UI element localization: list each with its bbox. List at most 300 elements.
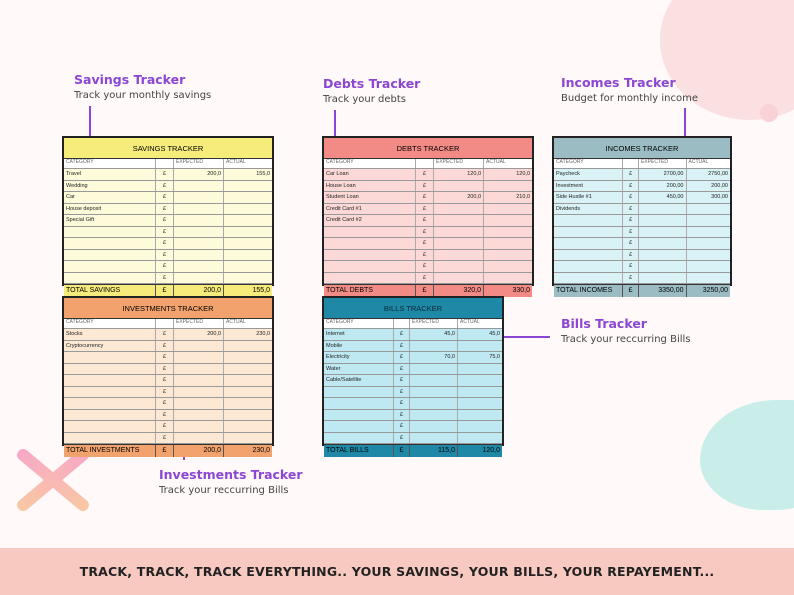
total-actual: 330,0: [512, 287, 530, 294]
table-row[interactable]: [554, 250, 730, 262]
table-row[interactable]: [64, 398, 272, 410]
table-row[interactable]: [324, 329, 502, 341]
total-expected: 200,0: [174, 285, 224, 297]
cell-currency: £: [394, 352, 410, 363]
table-row[interactable]: [324, 227, 532, 239]
table-row[interactable]: [554, 192, 730, 204]
cell-expected[interactable]: [174, 398, 224, 409]
table-row[interactable]: [64, 204, 272, 216]
cell-expected[interactable]: 2700,00: [639, 169, 686, 180]
cell-expected[interactable]: [434, 250, 484, 261]
cell-currency: £: [623, 238, 639, 249]
column-header-currency: [394, 319, 410, 328]
cell-expected[interactable]: [410, 421, 458, 432]
cell-expected[interactable]: [410, 364, 458, 375]
cell-actual[interactable]: [224, 227, 272, 238]
table-row[interactable]: [324, 273, 532, 285]
savings-caption-title: Savings Tracker: [74, 72, 186, 87]
cell-currency: £: [623, 215, 639, 226]
cell-expected[interactable]: [434, 204, 484, 215]
table-row[interactable]: [64, 192, 272, 204]
cell-actual[interactable]: [224, 364, 272, 375]
cell-expected[interactable]: [174, 227, 224, 238]
table-row[interactable]: [64, 387, 272, 399]
cell-actual[interactable]: [687, 204, 731, 215]
cell-actual[interactable]: [687, 227, 731, 238]
cell-currency: £: [416, 169, 434, 180]
cell-category[interactable]: Special Gift: [64, 215, 156, 226]
cell-currency: £: [623, 192, 639, 203]
cell-currency: £: [623, 181, 639, 192]
cell-expected[interactable]: [410, 341, 458, 352]
cell-category[interactable]: [64, 421, 156, 432]
cell-category[interactable]: Wedding: [64, 181, 156, 192]
cell-actual[interactable]: [687, 250, 731, 261]
cell-expected[interactable]: [174, 364, 224, 375]
cell-category[interactable]: [64, 273, 156, 284]
cell-actual[interactable]: [458, 341, 502, 352]
cell-category[interactable]: [554, 261, 623, 272]
cell-actual[interactable]: [224, 375, 272, 386]
cell-expected[interactable]: [174, 261, 224, 272]
cell-currency: £: [156, 169, 174, 180]
table-row[interactable]: [64, 375, 272, 387]
cell-actual[interactable]: [224, 192, 272, 203]
table-row[interactable]: [324, 192, 532, 204]
cell-expected[interactable]: 70,0: [410, 352, 458, 363]
cell-actual[interactable]: [687, 273, 731, 284]
cell-actual[interactable]: [687, 261, 731, 272]
cell-category[interactable]: [554, 238, 623, 249]
cell-actual[interactable]: [458, 364, 502, 375]
table-title: INVESTMENTS TRACKER: [64, 298, 272, 319]
cell-category[interactable]: [324, 261, 416, 272]
cell-category[interactable]: Travel: [64, 169, 156, 180]
total-expected: 115,0: [410, 445, 458, 457]
cell-category[interactable]: [64, 261, 156, 272]
table-row[interactable]: [324, 364, 502, 376]
table-row[interactable]: [324, 433, 502, 445]
table-row[interactable]: [324, 410, 502, 422]
table-row[interactable]: [554, 181, 730, 193]
cell-currency: £: [416, 192, 434, 203]
cell-category[interactable]: [324, 273, 416, 284]
cell-category[interactable]: Credit Card #2: [324, 215, 416, 226]
footer-banner: TRACK, TRACK, TRACK EVERYTHING.. YOUR SAVINGS, YOUR BILLS, YOUR REPAYEMENT...: [0, 548, 794, 595]
table-row[interactable]: [324, 250, 532, 262]
table-row[interactable]: [324, 169, 532, 181]
cell-category[interactable]: [324, 410, 394, 421]
cell-category[interactable]: [324, 387, 394, 398]
cell-actual[interactable]: [458, 375, 502, 386]
cell-currency: £: [416, 238, 434, 249]
cell-expected[interactable]: [639, 250, 686, 261]
table-row[interactable]: [64, 433, 272, 445]
cell-actual[interactable]: 45,0: [489, 331, 500, 337]
cell-currency: £: [394, 421, 410, 432]
cell-category[interactable]: [64, 364, 156, 375]
table-row[interactable]: [64, 250, 272, 262]
table-row[interactable]: [64, 421, 272, 433]
cell-currency: £: [416, 215, 434, 226]
savings-arrow: [89, 106, 91, 136]
cell-actual[interactable]: 155,0: [256, 171, 270, 177]
column-header-category: CATEGORY: [64, 159, 156, 168]
cell-currency: £: [623, 204, 639, 215]
cell-actual[interactable]: 75,0: [489, 354, 500, 360]
table-row[interactable]: [554, 227, 730, 239]
cell-actual[interactable]: [484, 273, 532, 284]
table-row[interactable]: [324, 238, 532, 250]
cell-actual[interactable]: [224, 410, 272, 421]
table-row[interactable]: [324, 398, 502, 410]
cell-category[interactable]: [324, 398, 394, 409]
cell-expected[interactable]: [174, 387, 224, 398]
cell-currency: £: [156, 204, 174, 215]
cell-category[interactable]: House deposit: [64, 204, 156, 215]
cell-currency: £: [156, 329, 174, 340]
cell-currency: £: [156, 421, 174, 432]
cell-currency: £: [394, 398, 410, 409]
cell-currency: £: [156, 215, 174, 226]
cell-category[interactable]: [64, 398, 156, 409]
cell-actual[interactable]: [224, 261, 272, 272]
cell-expected[interactable]: 200,0: [174, 169, 224, 180]
debts-caption-title: Debts Tracker: [323, 76, 421, 91]
cell-expected[interactable]: [639, 204, 686, 215]
column-header-row: [64, 159, 272, 169]
cell-category[interactable]: [554, 273, 623, 284]
cell-currency: £: [156, 192, 174, 203]
cell-category[interactable]: Credit Card #1: [324, 204, 416, 215]
table-title: BILLS TRACKER: [324, 298, 502, 319]
cell-category[interactable]: [64, 433, 156, 444]
cell-expected[interactable]: [434, 273, 484, 284]
cell-currency: £: [623, 261, 639, 272]
table-row[interactable]: [324, 261, 532, 273]
cell-expected[interactable]: [639, 215, 686, 226]
total-expected: 200,0: [174, 445, 224, 457]
cell-category[interactable]: [64, 375, 156, 386]
cell-category[interactable]: Investment: [554, 181, 623, 192]
cell-actual[interactable]: 120,0: [516, 171, 530, 177]
table-row[interactable]: [64, 261, 272, 273]
table-row[interactable]: [324, 341, 502, 353]
total-expected: 320,0: [434, 285, 484, 297]
cell-actual[interactable]: 200,00: [711, 182, 728, 189]
cell-expected[interactable]: [639, 261, 686, 272]
cell-actual[interactable]: [224, 398, 272, 409]
cell-actual[interactable]: [224, 250, 272, 261]
table-row[interactable]: [554, 238, 730, 250]
cell-category[interactable]: Stocks: [64, 329, 156, 340]
cell-actual[interactable]: [687, 238, 731, 249]
cell-category[interactable]: [64, 238, 156, 249]
cell-actual[interactable]: [458, 387, 502, 398]
cell-category[interactable]: [324, 250, 416, 261]
cell-actual[interactable]: [484, 261, 532, 272]
cell-actual[interactable]: [458, 421, 502, 432]
table-row[interactable]: [324, 387, 502, 399]
cell-expected[interactable]: [639, 227, 686, 238]
cell-expected[interactable]: [410, 375, 458, 386]
cell-expected[interactable]: 200,00: [639, 181, 686, 192]
cell-expected[interactable]: 120,0: [434, 169, 484, 180]
cell-expected[interactable]: [434, 261, 484, 272]
cell-expected[interactable]: 45,0: [410, 329, 458, 340]
cell-expected[interactable]: [174, 421, 224, 432]
table-row[interactable]: [64, 227, 272, 239]
column-header-category: CATEGORY: [554, 159, 623, 168]
cell-expected[interactable]: [410, 387, 458, 398]
total-label: TOTAL SAVINGS: [64, 285, 156, 297]
table-row[interactable]: [64, 364, 272, 376]
cell-actual[interactable]: [224, 341, 272, 352]
cell-currency: £: [623, 250, 639, 261]
investments-tracker-table: [62, 296, 274, 454]
column-header-expected: EXPECTED: [174, 319, 224, 328]
column-header-row: [324, 159, 532, 169]
debts-caption: [323, 76, 420, 105]
cell-expected[interactable]: [174, 410, 224, 421]
cell-category[interactable]: Dividends: [554, 204, 623, 215]
cell-category[interactable]: [554, 250, 623, 261]
table-row[interactable]: [64, 169, 272, 181]
cell-actual[interactable]: [224, 238, 272, 249]
cell-actual[interactable]: [484, 204, 532, 215]
cell-expected[interactable]: [434, 181, 484, 192]
cell-actual[interactable]: [458, 410, 502, 421]
cell-currency: £: [156, 261, 174, 272]
cell-category[interactable]: Mobile: [324, 341, 394, 352]
cell-actual[interactable]: [224, 181, 272, 192]
cell-category[interactable]: [324, 227, 416, 238]
cell-category[interactable]: Student Loan: [324, 192, 416, 203]
table-row[interactable]: [554, 215, 730, 227]
cell-category[interactable]: Paycheck: [554, 169, 623, 180]
cell-expected[interactable]: [174, 352, 224, 363]
savings-caption: [74, 72, 211, 101]
cell-actual[interactable]: [458, 398, 502, 409]
total-expected: 3350,00: [639, 285, 686, 297]
table-row[interactable]: [324, 375, 502, 387]
cell-category[interactable]: [324, 238, 416, 249]
debts-tracker-table: [322, 136, 534, 294]
cell-actual[interactable]: 210,0: [516, 194, 530, 200]
cell-expected[interactable]: [639, 273, 686, 284]
table-row[interactable]: [554, 261, 730, 273]
cell-currency: £: [623, 273, 639, 284]
cell-expected[interactable]: [434, 238, 484, 249]
cell-expected[interactable]: [434, 227, 484, 238]
cell-currency: £: [394, 329, 410, 340]
cell-category[interactable]: Cable/Satellite: [324, 375, 394, 386]
cell-expected[interactable]: 200,0: [434, 192, 484, 203]
table-row[interactable]: [324, 352, 502, 364]
cell-category[interactable]: Water: [324, 364, 394, 375]
total-currency: £: [416, 285, 434, 297]
cell-category[interactable]: [324, 433, 394, 444]
column-header-actual: ACTUAL: [486, 159, 506, 165]
cell-expected[interactable]: [410, 433, 458, 444]
cell-currency: £: [394, 387, 410, 398]
cell-actual[interactable]: [484, 227, 532, 238]
investments-caption-subtitle: Track your reccurring Bills: [159, 485, 289, 496]
column-header-category: CATEGORY: [324, 159, 416, 168]
column-header-currency: [623, 159, 639, 168]
total-currency: £: [156, 285, 174, 297]
column-header-expected: EXPECTED: [434, 159, 484, 168]
cell-category[interactable]: Internet: [324, 329, 394, 340]
debts-arrow: [334, 110, 336, 136]
column-header-actual: ACTUAL: [460, 319, 480, 325]
cell-expected[interactable]: [174, 433, 224, 444]
column-header-expected: EXPECTED: [410, 319, 458, 328]
cell-category[interactable]: [64, 352, 156, 363]
cell-expected[interactable]: [410, 398, 458, 409]
table-row[interactable]: [324, 204, 532, 216]
cell-currency: £: [394, 364, 410, 375]
cell-expected[interactable]: [174, 341, 224, 352]
cell-actual[interactable]: [484, 215, 532, 226]
cell-actual[interactable]: [484, 238, 532, 249]
table-row[interactable]: [554, 273, 730, 285]
incomes-caption-subtitle: Budget for monthly income: [561, 93, 699, 104]
cell-category[interactable]: Car: [64, 192, 156, 203]
table-row[interactable]: [324, 421, 502, 433]
cell-expected[interactable]: [434, 215, 484, 226]
cell-category[interactable]: [64, 387, 156, 398]
cell-category[interactable]: Car Loan: [324, 169, 416, 180]
total-row: [324, 444, 502, 457]
table-row[interactable]: [554, 169, 730, 181]
cell-expected[interactable]: [174, 192, 224, 203]
cell-currency: £: [156, 227, 174, 238]
cell-actual[interactable]: [224, 352, 272, 363]
cell-currency: £: [394, 375, 410, 386]
cell-category[interactable]: Electricity: [324, 352, 394, 363]
cell-actual[interactable]: [224, 215, 272, 226]
cell-actual[interactable]: 230,0: [256, 331, 270, 337]
bills-caption: [561, 316, 690, 345]
column-header-actual: ACTUAL: [226, 159, 246, 165]
table-title: SAVINGS TRACKER: [64, 138, 272, 159]
cell-category[interactable]: [64, 410, 156, 421]
table-row[interactable]: [64, 238, 272, 250]
cell-category[interactable]: [64, 250, 156, 261]
cell-currency: £: [416, 250, 434, 261]
cell-actual[interactable]: [484, 250, 532, 261]
column-header-category: CATEGORY: [64, 319, 156, 328]
column-header-currency: [416, 159, 434, 168]
column-header-actual: ACTUAL: [688, 159, 709, 165]
bills-tracker-table: [322, 296, 504, 454]
cell-expected[interactable]: [410, 410, 458, 421]
table-row[interactable]: [64, 215, 272, 227]
cell-expected[interactable]: [639, 238, 686, 249]
cell-category[interactable]: [554, 227, 623, 238]
investments-caption-title: Investments Tracker: [159, 467, 303, 482]
column-header-row: [64, 319, 272, 329]
table-row[interactable]: [64, 329, 272, 341]
table-row[interactable]: [64, 273, 272, 285]
cell-category[interactable]: Cryptocurrency: [64, 341, 156, 352]
total-row: [554, 284, 730, 297]
cell-expected[interactable]: [174, 375, 224, 386]
cell-actual[interactable]: [224, 273, 272, 284]
total-actual: 3250,00: [702, 287, 728, 294]
column-header-category: CATEGORY: [324, 319, 394, 328]
cell-currency: £: [156, 341, 174, 352]
cell-actual[interactable]: 300,00: [711, 194, 728, 200]
cell-expected[interactable]: 450,00: [639, 192, 686, 203]
total-currency: £: [156, 445, 174, 457]
cell-expected[interactable]: [174, 181, 224, 192]
cell-actual[interactable]: [224, 421, 272, 432]
cell-actual[interactable]: [458, 433, 502, 444]
cell-category[interactable]: [554, 215, 623, 226]
cell-currency: £: [156, 410, 174, 421]
table-row[interactable]: [64, 341, 272, 353]
cell-actual[interactable]: [224, 433, 272, 444]
incomes-arrow: [684, 108, 686, 136]
incomes-tracker-table: [552, 136, 732, 294]
total-label: TOTAL DEBTS: [324, 285, 416, 297]
cell-actual[interactable]: 2750,00: [708, 171, 728, 177]
cell-actual[interactable]: [224, 387, 272, 398]
table-row[interactable]: [64, 352, 272, 364]
total-actual: 230,0: [252, 447, 270, 454]
table-row[interactable]: [64, 410, 272, 422]
column-header-row: [554, 159, 730, 169]
cell-currency: £: [156, 181, 174, 192]
cell-actual[interactable]: [687, 215, 731, 226]
total-label: TOTAL INCOMES: [554, 285, 623, 297]
table-row[interactable]: [64, 181, 272, 193]
cell-actual[interactable]: [224, 204, 272, 215]
cell-expected[interactable]: [174, 204, 224, 215]
table-row[interactable]: [554, 204, 730, 216]
decorative-pink-dot: [760, 104, 778, 122]
cell-expected[interactable]: 200,0: [174, 329, 224, 340]
cell-currency: £: [156, 250, 174, 261]
cell-category[interactable]: House Loan: [324, 181, 416, 192]
total-actual: 120,0: [482, 447, 500, 454]
cell-category[interactable]: [324, 421, 394, 432]
cell-currency: £: [156, 273, 174, 284]
table-row[interactable]: [324, 215, 532, 227]
cell-category[interactable]: Side Hustle #1: [554, 192, 623, 203]
cell-expected[interactable]: [174, 238, 224, 249]
total-actual: 155,0: [252, 287, 270, 294]
cell-category[interactable]: [64, 227, 156, 238]
cell-expected[interactable]: [174, 250, 224, 261]
cell-expected[interactable]: [174, 273, 224, 284]
bills-caption-title: Bills Tracker: [561, 316, 647, 331]
table-row[interactable]: [324, 181, 532, 193]
cell-actual[interactable]: [484, 181, 532, 192]
incomes-caption: [561, 75, 698, 104]
cell-currency: £: [394, 433, 410, 444]
total-label: TOTAL BILLS: [324, 445, 394, 457]
total-label: TOTAL INVESTMENTS: [64, 445, 156, 457]
column-header-currency: [156, 319, 174, 328]
cell-expected[interactable]: [174, 215, 224, 226]
column-header-expected: EXPECTED: [174, 159, 224, 168]
cell-currency: £: [156, 433, 174, 444]
cell-currency: £: [394, 341, 410, 352]
savings-caption-subtitle: Track your monthly savings: [74, 90, 212, 101]
